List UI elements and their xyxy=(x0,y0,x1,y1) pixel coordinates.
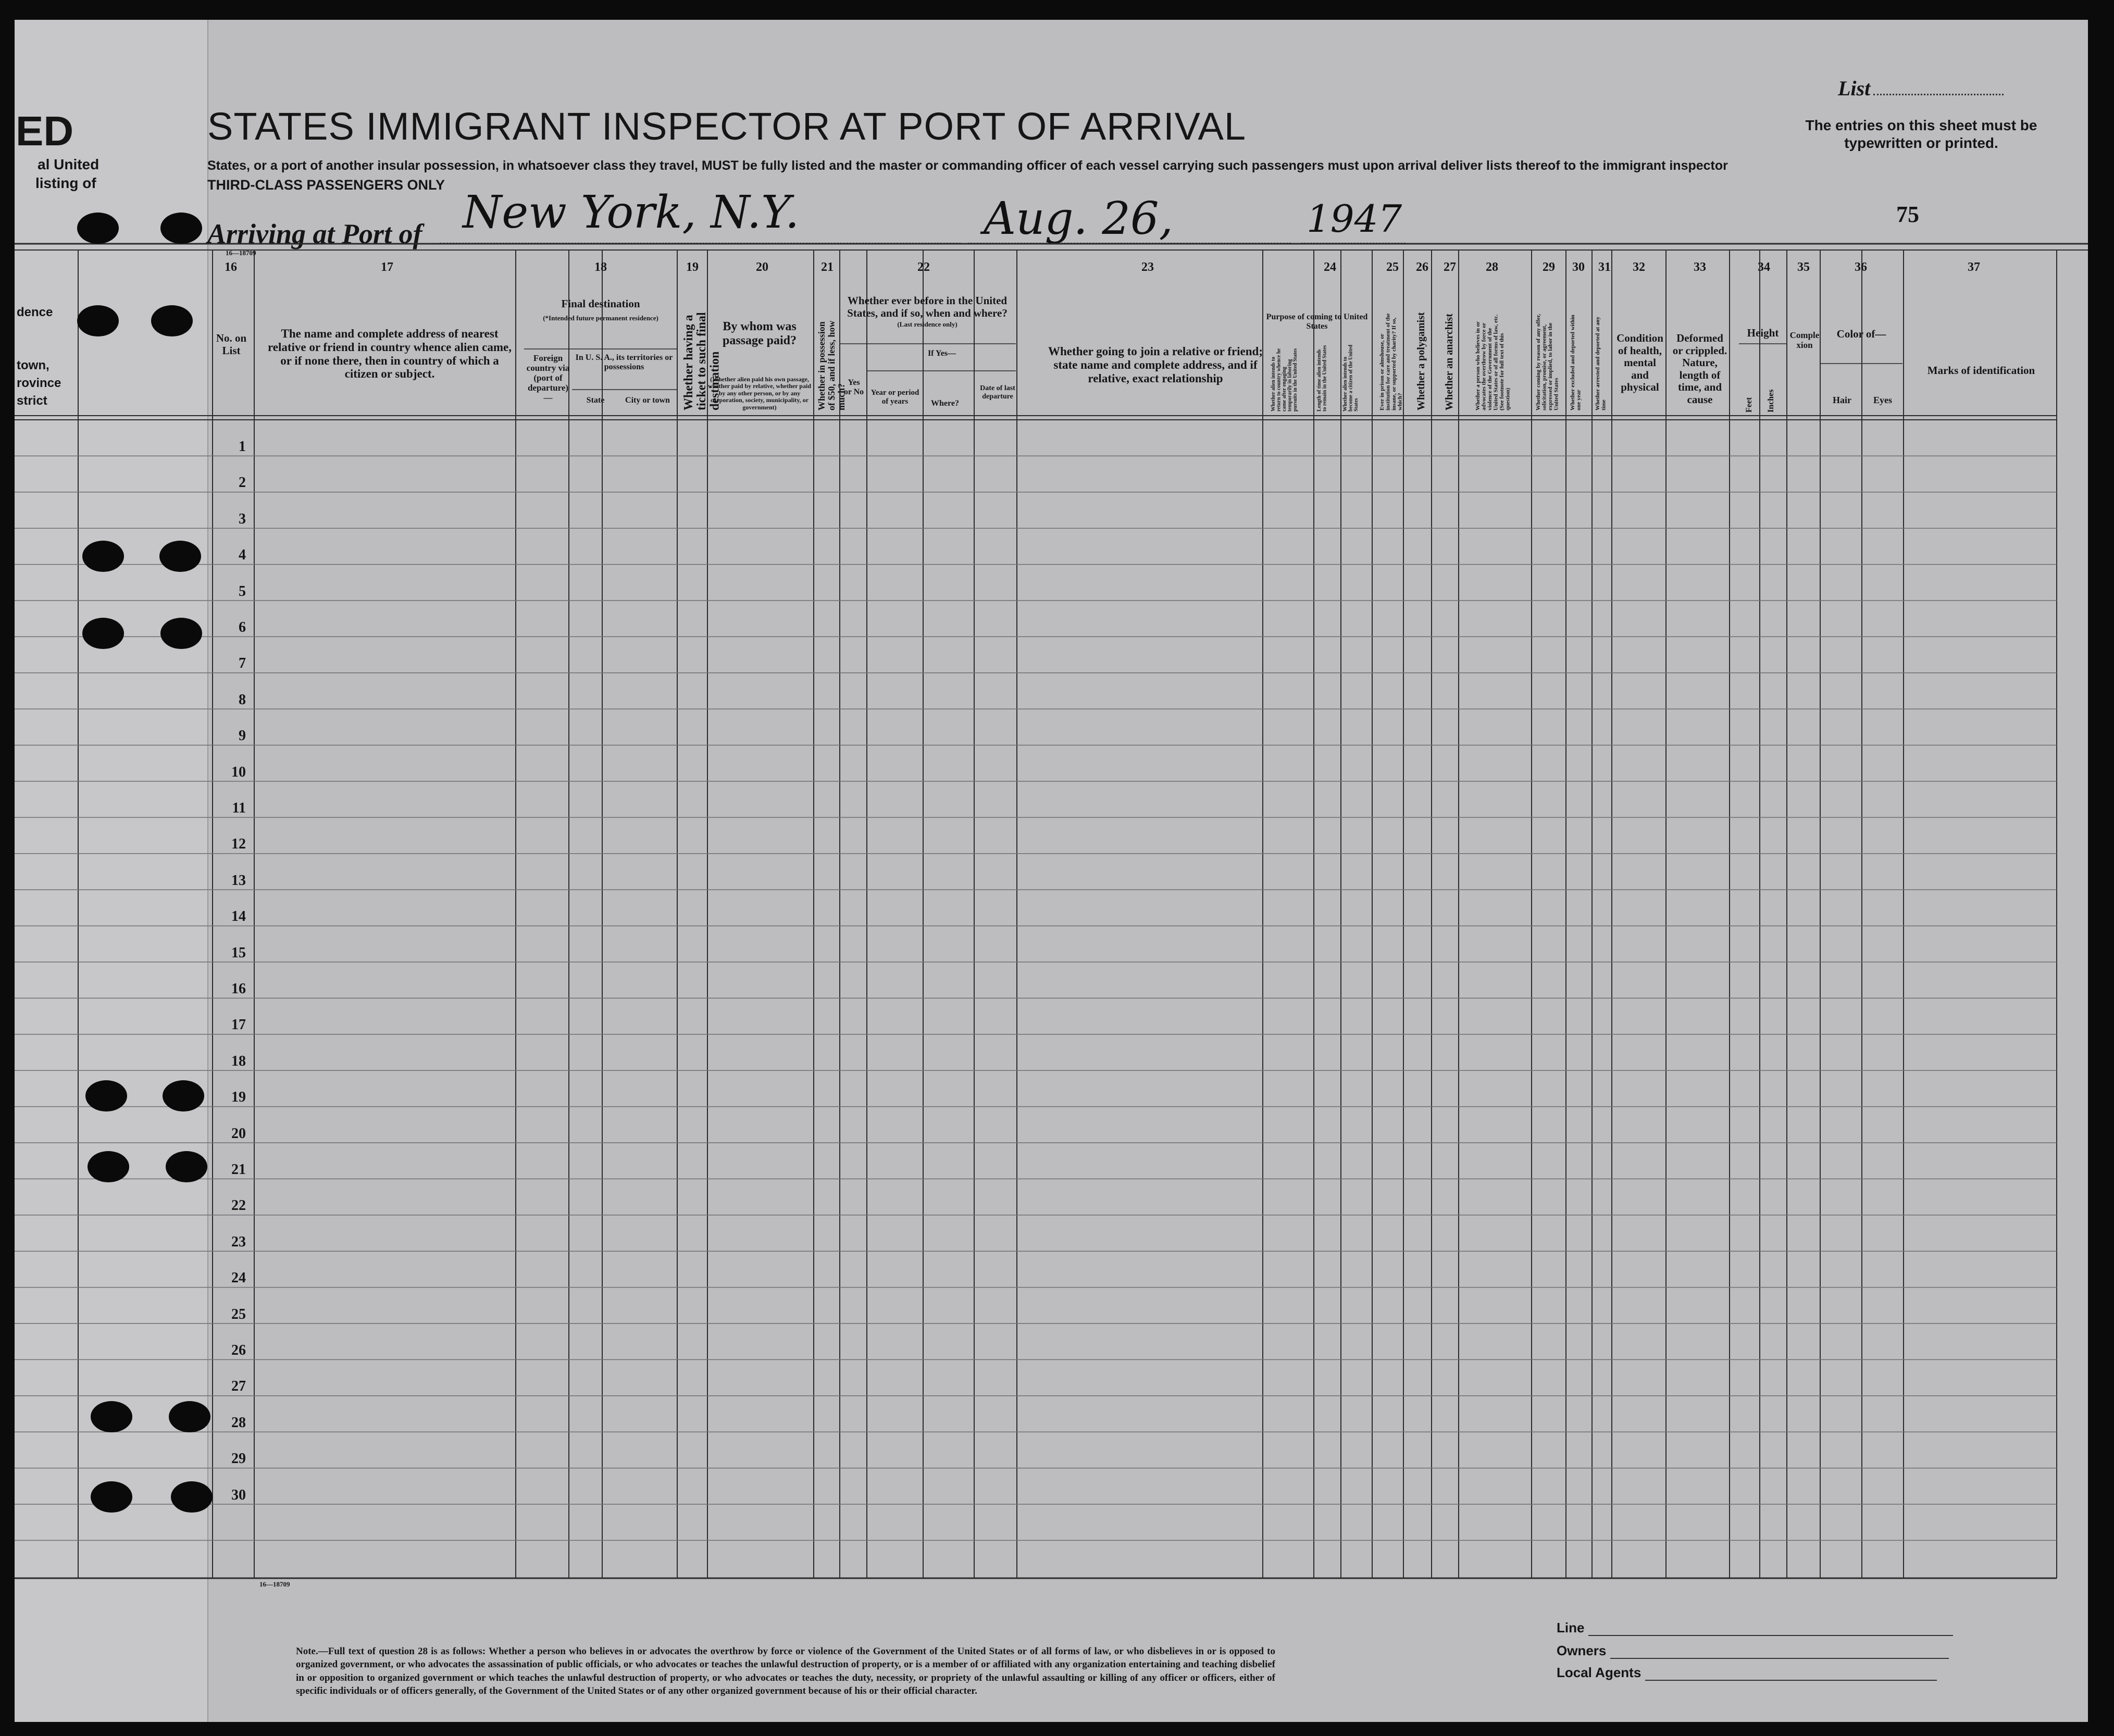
col-34-num: 34 xyxy=(1758,260,1770,274)
agents-field xyxy=(1557,1665,1937,1681)
date-handwritten: Aug. 26, xyxy=(984,193,1173,245)
col-32-num: 32 xyxy=(1633,260,1645,274)
col-25-header: Ever in prison or almshouse, or institution for care and treatment of the insane, or supported by charity? If so, which? xyxy=(1379,313,1403,410)
col-22-yes-no: Yes or No xyxy=(843,378,864,396)
col-36-header: Color of— xyxy=(1836,328,1886,340)
punch-hole xyxy=(159,541,201,572)
row-number: 21 xyxy=(231,1162,246,1178)
row-number: 29 xyxy=(231,1451,246,1467)
col-24-a: Whether alien intends to return to country whence he came after engaging temporarily in laboring pursuits in the United States xyxy=(1271,348,1298,411)
col-18-header: Final destination xyxy=(561,297,640,310)
col-34-inches: Inches xyxy=(1767,389,1775,413)
col-18-note: (*Intended future permanent residence) xyxy=(543,314,658,322)
owners-label: Owners xyxy=(1557,1643,1607,1658)
col-18-usa: In U. S. A., its territories or possessions xyxy=(575,353,673,371)
col-19-num: 19 xyxy=(686,260,699,274)
punch-hole xyxy=(82,541,124,572)
col-24-num: 24 xyxy=(1324,260,1336,274)
col-22-if-yes: If Yes— xyxy=(927,349,956,358)
stub-line-1: al United xyxy=(38,156,100,172)
col-36-eyes: Eyes xyxy=(1873,395,1892,405)
form-title: STATES IMMIGRANT INSPECTOR AT PORT OF ARRIVAL xyxy=(207,105,1247,148)
stub-col-sub2: rovince xyxy=(17,376,61,390)
col-28-header: Whether a person who believes in or advocates the overthrow by force or violence of the Government of the United States or of all forms of law, etc. (See footnote for full text of this question) xyxy=(1475,314,1511,410)
col-18-city: City or town xyxy=(625,396,670,405)
row-number: 16 xyxy=(231,981,246,997)
col-22-header: Whether ever before in the United States, and if so, when and where? xyxy=(847,294,1008,319)
col-34-header: Height xyxy=(1747,327,1779,339)
punch-hole xyxy=(85,1080,127,1111)
col-31-header: Whether arrested and deported at any time xyxy=(1595,316,1607,410)
row-number: 15 xyxy=(231,944,246,961)
col-22-note: (Last residence only) xyxy=(897,320,957,328)
row-number: 22 xyxy=(231,1197,246,1214)
col-35-num: 35 xyxy=(1797,260,1810,274)
row-number: 17 xyxy=(231,1017,246,1033)
col-24-b: Length of time alien intends to remain in the United States xyxy=(1316,345,1328,411)
row-number: 11 xyxy=(232,800,246,816)
col-16-num: 16 xyxy=(225,260,237,274)
row-number: 27 xyxy=(231,1378,246,1395)
col-30-header: Whether excluded and deported within one year xyxy=(1570,315,1582,410)
col-31-num: 31 xyxy=(1598,260,1611,274)
row-number: 12 xyxy=(231,836,246,853)
stub-col-header: dence xyxy=(17,305,53,319)
col-28-num: 28 xyxy=(1486,260,1498,274)
row-number: 23 xyxy=(231,1233,246,1250)
col-22-year: Year or period of years xyxy=(871,389,919,406)
col-26-header: Whether a polygamist xyxy=(1415,312,1427,410)
footnote xyxy=(296,1645,1275,1697)
punch-hole xyxy=(77,305,119,336)
stub-col-sub3: strict xyxy=(17,394,47,408)
footnote-label: Note.—Full text of question 28 is as follows: xyxy=(296,1646,486,1657)
row-number: 14 xyxy=(231,908,246,925)
form-subtitle: States, or a port of another insular possession, in whatsoever class they travel, MUST be fully listed and the master or commanding officer of each vessel carrying such passengers must upon arrival deliver lists thereof to the immigrant inspector xyxy=(207,158,1728,173)
row-number: 4 xyxy=(239,547,246,564)
row-number: 2 xyxy=(239,474,246,491)
col-37-num: 37 xyxy=(1968,260,1980,274)
col-34-feet: Feet xyxy=(1745,397,1754,413)
col-20-header: By whom was passage paid? xyxy=(722,320,797,347)
row-number: 30 xyxy=(231,1487,246,1503)
row-number: 20 xyxy=(231,1125,246,1142)
punch-hole xyxy=(91,1481,132,1513)
row-number: 7 xyxy=(239,655,246,672)
col-33-header: Deformed or crippled. Nature, length of time, and cause xyxy=(1672,332,1727,406)
col-20-note: (Whether alien paid his own passage, whether paid by relative, whether paid by any other person, or by any corporation, society, municipality, or government) xyxy=(707,376,811,411)
row-number: 5 xyxy=(239,583,246,600)
punch-hole xyxy=(151,305,193,336)
row-number: 24 xyxy=(231,1270,246,1287)
row-number: 18 xyxy=(231,1053,246,1069)
punch-hole xyxy=(166,1151,207,1182)
punch-hole xyxy=(160,618,202,649)
col-18-foreign: Foreign country via (port of departure)— xyxy=(526,353,570,403)
col-24-c: Whether alien intends to become a citizen of the United States xyxy=(1342,344,1359,411)
punch-hole xyxy=(91,1401,132,1432)
stub-line-2: listing of xyxy=(35,175,96,191)
row-number: 3 xyxy=(239,510,246,527)
col-35-header: Complexion xyxy=(1789,330,1820,351)
row-number: 8 xyxy=(239,691,246,708)
punch-hole xyxy=(163,1080,204,1111)
col-22-date: Date of last departure xyxy=(980,384,1015,401)
punch-hole xyxy=(160,213,202,244)
row-number: 6 xyxy=(239,619,246,635)
agents-label: Local Agents xyxy=(1557,1665,1642,1680)
line-label: Line xyxy=(1557,1620,1585,1635)
owners-field xyxy=(1557,1643,1949,1659)
col-29-header: Whether coming by reason of any offer, solicitation, promise, or agreement, expressed or implied, to labor in the United States xyxy=(1535,314,1560,410)
stub-col-sub1: town, xyxy=(17,358,49,372)
col-27-num: 27 xyxy=(1444,260,1456,274)
form-code-bottom: 16—18709 xyxy=(259,1580,290,1588)
row-number: 1 xyxy=(239,439,246,455)
col-24-header: Purpose of coming to United States xyxy=(1266,313,1368,331)
col-26-num: 26 xyxy=(1416,260,1428,274)
col-20-num: 20 xyxy=(756,260,768,274)
row-number: 9 xyxy=(239,728,246,744)
row-number: 26 xyxy=(231,1342,246,1358)
col-22-where: Where? xyxy=(931,399,959,408)
col-23-num: 23 xyxy=(1141,260,1154,274)
row-number: 19 xyxy=(231,1089,246,1106)
punch-hole xyxy=(169,1401,210,1432)
col-29-num: 29 xyxy=(1543,260,1555,274)
col-18-state: State xyxy=(586,396,605,405)
col-37-header: Marks of identification xyxy=(1927,364,2035,377)
row-number: 28 xyxy=(231,1414,246,1431)
arriving-label: Arriving at Port of xyxy=(207,218,422,249)
col-36-hair: Hair xyxy=(1833,395,1851,405)
page-number: 75 xyxy=(1896,202,1919,227)
col-30-num: 30 xyxy=(1572,260,1585,274)
year-handwritten: 1947 xyxy=(1307,197,1402,241)
stub-title-fragment: ED xyxy=(16,108,74,154)
class-line: THIRD-CLASS PASSENGERS ONLY xyxy=(207,177,445,193)
port-handwritten: New York, N.Y. xyxy=(463,186,800,239)
footnote-text: Whether a person who believes in or advocates the overthrow by force or violence of the Government of the United States or of all forms of law, or who disbelieves in or is opposed to organized government, or who advocates the assassination of public officials, or who advocates or teaches the unlawful destruction of property, or is a member of or affiliated with any organization entertaining and teaching disbelief in or opposition to organized government or which teaches the unlawful destruction of property, or who advocates or teaches the duty, necessity, or propriety of the unlawful assaulting or killing of any officer or officers, either of specific individuals or of officers generally, of the Government of the United States or of any other organized government because of his or their official character. xyxy=(296,1646,1275,1696)
table-grid xyxy=(15,20,2088,1722)
punch-hole xyxy=(82,618,124,649)
col-21-header: Whether in possession of $50, and if less, how much? xyxy=(816,320,847,410)
side-note: The entries on this sheet must be typewritten or printed. xyxy=(1805,117,2037,151)
row-number: 13 xyxy=(231,872,246,889)
line-field xyxy=(1557,1620,1953,1636)
manifest-sheet xyxy=(15,20,2088,1722)
punch-hole xyxy=(77,213,119,244)
col-21-num: 21 xyxy=(821,260,834,274)
col-19-header: Whether having a ticket to such final destination xyxy=(682,312,722,410)
col-27-header: Whether an anarchist xyxy=(1444,314,1455,410)
col-36-num: 36 xyxy=(1855,260,1867,274)
punch-hole xyxy=(171,1481,213,1513)
col-18-num: 18 xyxy=(594,260,607,274)
list-label: List xyxy=(1838,77,1871,100)
col-22-num: 22 xyxy=(917,260,930,274)
punch-hole xyxy=(88,1151,129,1182)
col-17-header: The name and complete address of nearest relative or friend in country whence alien came, or if none there, then in country of which a citizen or subject. xyxy=(267,327,512,381)
form-code-top: 16—18709 xyxy=(226,249,256,257)
col-25-num: 25 xyxy=(1386,260,1399,274)
col-32-header: Condition of health, mental and physical xyxy=(1616,332,1663,394)
row-number: 10 xyxy=(231,764,246,780)
col-23-header: Whether going to join a relative or friend; state name and complete address, and if relative, exact relationship xyxy=(1048,345,1263,385)
col-17-num: 17 xyxy=(381,260,393,274)
row-number: 25 xyxy=(231,1306,246,1322)
col-16-header: No. on List xyxy=(216,332,247,357)
col-33-num: 33 xyxy=(1694,260,1706,274)
